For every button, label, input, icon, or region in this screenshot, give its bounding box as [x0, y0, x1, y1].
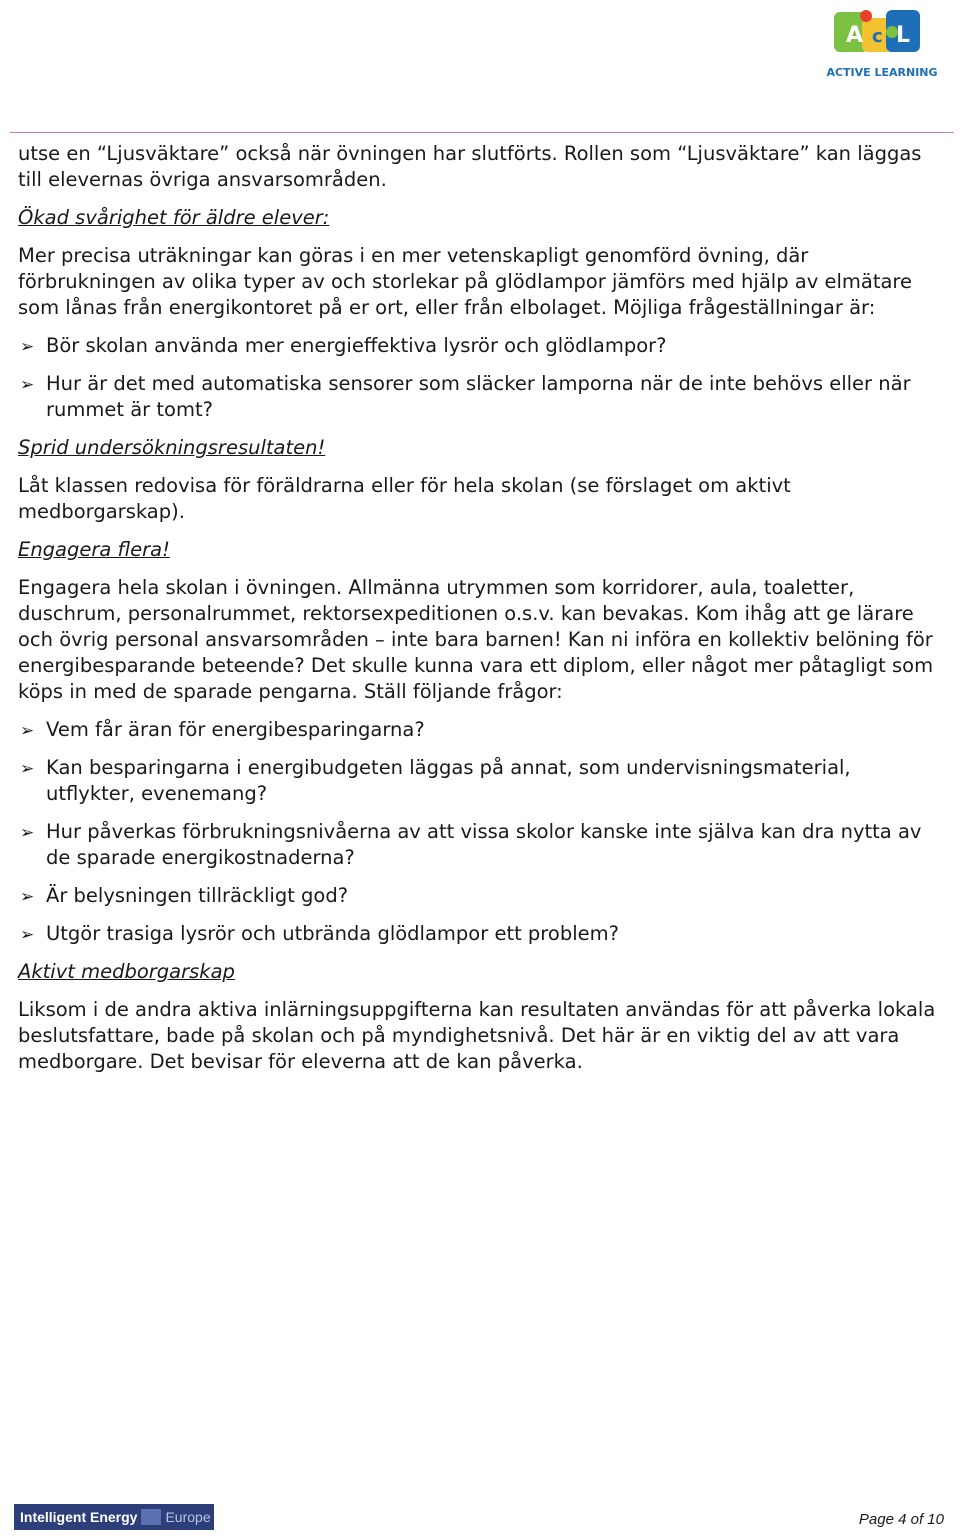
- section-heading-engage: Engagera flera!: [18, 538, 170, 561]
- svg-text:L: L: [896, 23, 911, 48]
- svg-text:A: A: [846, 23, 864, 48]
- section-paragraph-spread: Låt klassen redovisa för föräldrarna eller för hela skolan (se förslaget om aktivt medborgarskap).: [18, 474, 791, 523]
- section-paragraph-citizenship: Liksom i de andra aktiva inlärningsuppgifterna kan resultaten användas för att påverka lokala beslutsfattare, bade på skolan och på myndighetsnivå. Det här är en viktig del av att vara medborgare. Det bevisar för eleverna att de kan påverka.: [18, 998, 936, 1073]
- bullet-list-questions: [18, 333, 938, 423]
- list-item: ➢ Utgör trasiga lysrör och utbrända glödlampor ett problem?: [18, 921, 938, 947]
- list-item: ➢ Vem får äran för energibesparingarna?: [18, 717, 938, 743]
- bullet-list-engage-questions: [18, 717, 938, 947]
- intelligent-energy-europe-logo: Intelligent Energy Europe: [14, 1504, 214, 1530]
- section-heading-spread: Sprid undersökningsresultaten!: [18, 436, 326, 459]
- arrow-bullet-icon: ➢: [20, 887, 35, 907]
- logo-text: ACTIVE LEARNING: [826, 66, 938, 79]
- section-heading-citizenship: Aktivt medborgarskap: [18, 960, 235, 983]
- section-paragraph-engage: Engagera hela skolan i övningen. Allmänna utrymmen som korridorer, aula, toaletter, duschrum, personalrummet, rektorsexpeditionen o.s.v. kan bevakas. Kom ihåg att ge lärare och övrig personal ansvarsområden – inte bara barnen! Kan ni införa en kollektiv belöning för energibesparande beteende? Det skulle kunna vara ett diplom, eller något mer påtagligt som köps in med de sparade pengarna. Ställ följande frågor:: [18, 576, 934, 703]
- eu-flag-icon: [141, 1509, 161, 1525]
- arrow-bullet-icon: ➢: [20, 337, 35, 357]
- arrow-bullet-icon: ➢: [20, 375, 35, 395]
- arrow-bullet-icon: ➢: [20, 759, 35, 779]
- arrow-bullet-icon: ➢: [20, 925, 35, 945]
- section-paragraph-harder: Mer precisa uträkningar kan göras i en mer vetenskapligt genomförd övning, där förbrukningen av olika typer av och storlekar på glödlampor jämförs med hjälp av elmätare som lånas från energikontoret på er ort, eller från elbolaget. Möjliga frågeställningar är:: [18, 244, 913, 319]
- list-item: ➢ Kan besparingarna i energibudgeten läggas på annat, som undervisningsmaterial, utflykter, evenemang?: [20, 756, 851, 805]
- list-item: ➢ Hur påverkas förbrukningsnivåerna av att vissa skolor kanske inte själva kan dra nytta av de sparade energikostnaderna?: [20, 820, 922, 869]
- document-body: [18, 141, 938, 1087]
- intro-paragraph: utse en “Ljusväktare” också när övningen har slutförts. Rollen som “Ljusväktare” kan läggas till elevernas övriga ansvarsområden.: [18, 142, 922, 191]
- page-number: Page 4 of 10: [858, 1511, 944, 1528]
- arrow-bullet-icon: ➢: [20, 823, 35, 843]
- section-heading-harder: Ökad svårighet för äldre elever:: [18, 206, 330, 229]
- header-rule: [10, 132, 954, 133]
- arrow-bullet-icon: ➢: [20, 721, 35, 741]
- active-learning-logo: [826, 8, 938, 82]
- svg-text:c: c: [872, 26, 883, 47]
- list-item: ➢ Är belysningen tillräckligt god?: [18, 883, 938, 909]
- list-item: ➢ Bör skolan använda mer energieffektiva lysrör och glödlampor?: [18, 333, 938, 359]
- list-item: ➢ Hur är det med automatiska sensorer som släcker lamporna när de inte behövs eller när rummet är tomt?: [20, 372, 911, 421]
